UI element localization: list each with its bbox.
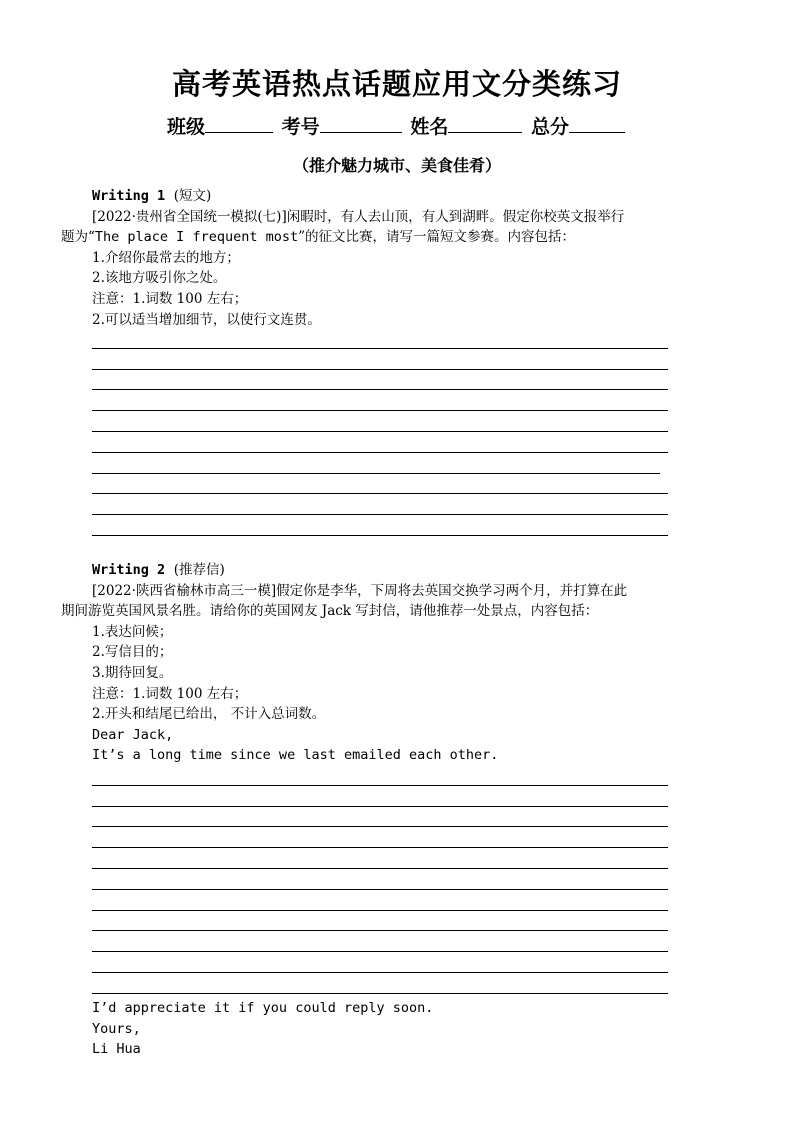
writing-1-point-1: 1.介绍你最常去的地方； xyxy=(92,249,240,266)
letter-closing xyxy=(92,998,433,1060)
answer-line[interactable] xyxy=(92,328,668,349)
writing-1-point-2: 2.该地方吸引你之处。 xyxy=(92,270,227,287)
writing-1-heading: Writing 1 (短文) xyxy=(92,188,212,204)
class-blank[interactable] xyxy=(205,114,273,133)
writing-1-answer-lines[interactable] xyxy=(92,328,668,536)
writing-2-prompt-line-2: 期间游览英国风景名胜。请给你的英国网友 Jack 写封信，请他推荐一处景点，内容包括： xyxy=(61,603,599,620)
letter-signature: Li Hua xyxy=(92,1041,141,1058)
answer-line[interactable] xyxy=(92,827,668,848)
answer-line[interactable] xyxy=(92,765,668,786)
letter-greeting: Dear Jack, xyxy=(92,726,174,743)
score-blank[interactable] xyxy=(569,114,625,133)
page-title: 高考英语热点话题应用文分类练习 xyxy=(171,67,622,101)
writing-2-note-1: 注意：1.词数 100 左右； xyxy=(92,685,248,702)
answer-line[interactable] xyxy=(92,807,668,828)
writing-2-point-1: 1.表达问候； xyxy=(92,623,173,640)
answer-line[interactable] xyxy=(92,432,668,453)
exam-number-blank[interactable] xyxy=(320,114,402,133)
answer-line[interactable] xyxy=(92,911,668,932)
answer-line[interactable] xyxy=(92,931,668,952)
topic-subtitle: （推介魅力城市、美食佳肴） xyxy=(292,156,501,175)
answer-line[interactable] xyxy=(92,952,668,973)
answer-line[interactable] xyxy=(92,515,668,536)
answer-line[interactable] xyxy=(92,869,668,890)
letter-signoff: Yours, xyxy=(92,1020,141,1037)
answer-line[interactable] xyxy=(92,890,668,911)
writing-2-point-2: 2.写信目的； xyxy=(92,644,173,661)
answer-line[interactable] xyxy=(92,370,668,391)
writing-1-prompt-line-2: 题为“The place I frequent most”的征文比赛，请写一篇短文参赛。内容包括： xyxy=(61,229,576,246)
writing-2-note-2: 2.开头和结尾已给出， 不计入总词数。 xyxy=(92,706,326,723)
answer-line[interactable] xyxy=(92,411,668,432)
writing-2-point-3: 3.期待回复。 xyxy=(92,664,173,681)
writing-1-note-1: 注意：1.词数 100 左右； xyxy=(92,290,248,307)
writing-2-heading: Writing 2 (推荐信) xyxy=(92,562,225,578)
answer-line[interactable] xyxy=(92,474,668,495)
answer-line[interactable] xyxy=(92,786,668,807)
answer-line[interactable] xyxy=(92,973,668,994)
writing-2-section xyxy=(61,560,741,766)
writing-1-section xyxy=(61,186,741,330)
class-label: 班级 xyxy=(167,116,206,138)
answer-line[interactable] xyxy=(92,494,668,515)
writing-1-note-2: 2.可以适当增加细节，以使行文连贯。 xyxy=(92,311,321,328)
name-blank[interactable] xyxy=(448,114,522,133)
score-label: 总分 xyxy=(530,116,569,138)
answer-line[interactable] xyxy=(92,390,668,411)
name-label: 姓名 xyxy=(410,116,449,138)
answer-line[interactable] xyxy=(92,848,668,869)
exam-number-label: 考号 xyxy=(281,116,320,138)
writing-1-prompt-line-1: [2022·贵州省全国统一模拟(七)]闲暇时，有人去山顶，有人到湖畔。假定你校英文报举行 xyxy=(92,208,625,225)
answer-line[interactable] xyxy=(92,453,660,474)
writing-2-answer-lines[interactable] xyxy=(92,765,668,994)
writing-2-prompt-line-1: [2022·陕西省榆林市高三一模]假定你是李华，下周将去英国交换学习两个月，并打算在此 xyxy=(92,582,628,599)
student-info-row xyxy=(0,112,794,139)
answer-line[interactable] xyxy=(92,349,668,370)
letter-closing-line: I’d appreciate it if you could reply soon. xyxy=(92,1000,434,1016)
letter-opening: It’s a long time since we last emailed each other. xyxy=(92,747,499,764)
